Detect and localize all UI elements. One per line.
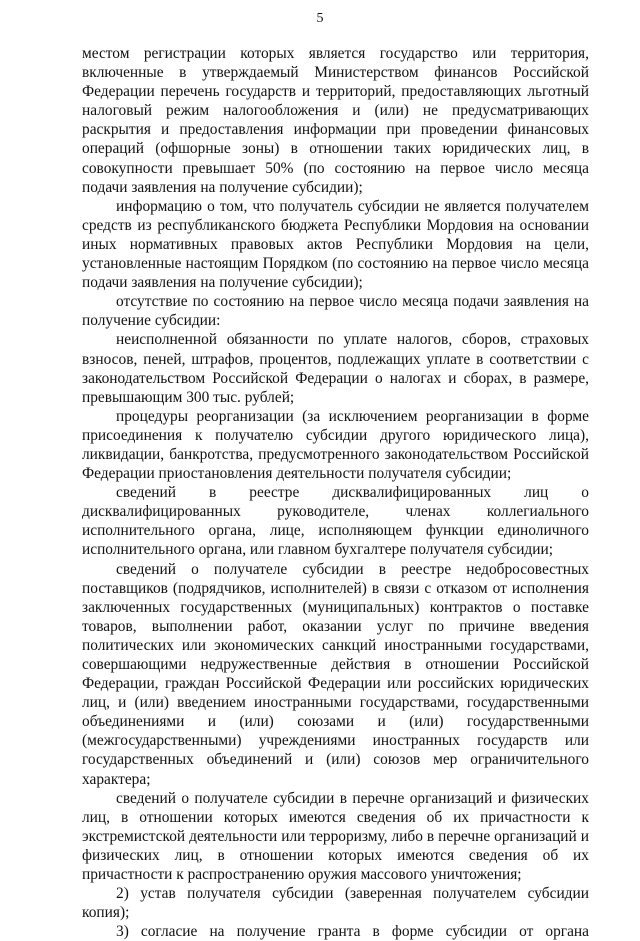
document-body: [82, 44, 589, 941]
paragraph-absence-intro: отсутствие по состоянию на первое число месяца подачи заявления на получение субсидии:: [82, 293, 589, 330]
paragraph-disqualified-persons: сведений в реестре дисквалифицированных лиц о дисквалифицированных руководителе, членах коллегиального исполнительного органа, лице, исполняющем функции единоличного исполнительного органа, или главном бухгалтере получателя субсидии;: [82, 484, 589, 559]
page-number: 5: [316, 11, 324, 26]
paragraph-extremism-list: сведений о получателе субсидии в перечне организаций и физических лиц, в отношении которых имеются сведения об их причастности к экстремистской деятельности или терроризму, либо в перечне организаций и физических лиц, в отношении которых имеются сведения об их причастности к распространению оружия массового уничтожения;: [82, 789, 589, 884]
paragraph-budget-info: информацию о том, что получатель субсидии не является получателем средств из республиканского бюджета Республики Мордовия на основании иных нормативных правовых актов Республики Мордовия на цели, установленные настоящим Порядком (по состоянию на первое число месяца подачи заявления на получение субсидии);: [82, 197, 589, 292]
paragraph-reorganization: процедуры реорганизации (за исключением реорганизации в форме присоединения к получателю субсидии другого юридического лица), ликвидации, банкротства, предусмотренного законодательством Российской Федерации приостановления деятельности получателя субсидии;: [82, 407, 589, 483]
paragraph-offshore-continuation: местом регистрации которых является государство или территория, включенные в утверждаемый Министерством финансов Российской Федерации перечень государств и территорий, предоставляющих льготный налоговый режим налогообложения и (или) не предусматривающих раскрытия и предоставления информации при проведении финансовых операций (офшорные зоны) в отношении таких юридических лиц, в совокупности превышает 50% (по состоянию на первое число месяца подачи заявления на получение субсидии);: [82, 45, 589, 196]
list-item-consent: 3) согласие на получение гранта в форме субсидии от органа: [116, 923, 589, 941]
paragraph-tax-debt: неисполненной обязанности по уплате налогов, сборов, страховых взносов, пеней, штрафов, процентов, подлежащих уплате в соответствии с законодательством Российской Федерации о налогах и сборах, в размере, превышающим 300 тыс. рублей;: [82, 331, 589, 406]
paragraph-unfair-suppliers: сведений о получателе субсидии в реестре недобросовестных поставщиков (подрядчиков, исполнителей) в связи с отказом от исполнения заключенных государственных (муниципальных) контрактов о поставке товаров, выполнении работ, оказании услуг по причине введения политических или экономических санкций иностранными государствами, совершающими недружественные действия в отношении Российской Федерации, граждан Российской Федерации или российских юридических лиц, и (или) введением иностранными государствами, государственными объединениями и (или) союзами и (или) государственными (межгосударственными) учреждениями иностранных государств или государственных объединений и (или) союзов мер ограничительного характера;: [82, 560, 589, 788]
list-item-charter: 2) устав получателя субсидии (заверенная получателем субсидии копия);: [82, 885, 589, 922]
